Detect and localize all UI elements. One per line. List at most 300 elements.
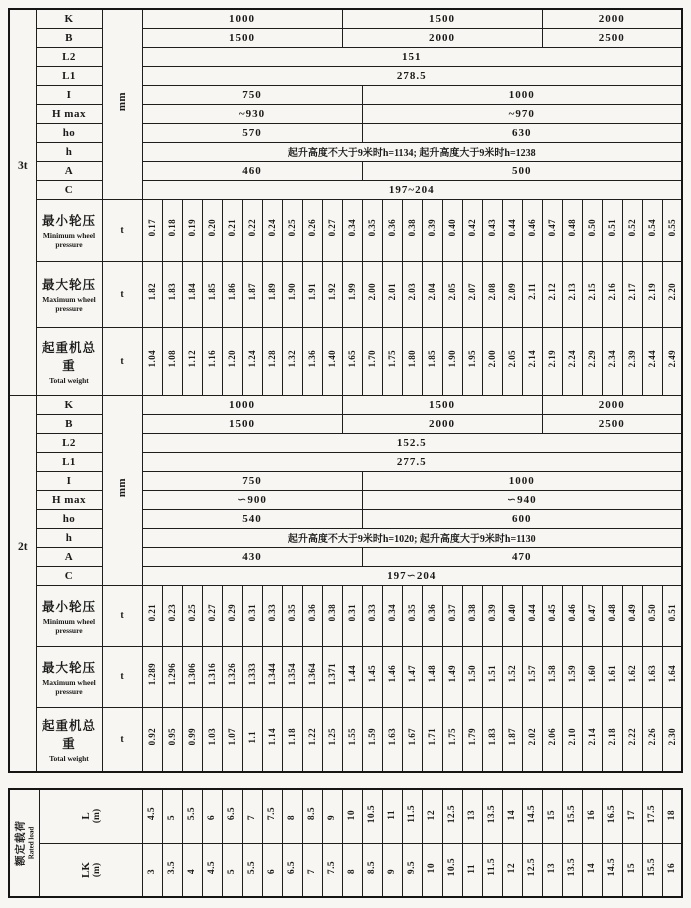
value-cell [182,585,202,646]
span-LK-value: 15 [627,863,637,874]
span-L-value: 18 [666,809,677,821]
value-cell [662,646,682,707]
value-cell [302,707,322,772]
max-wheel-pressure-value: 1.354 [287,662,297,686]
crane-total-weight-value: 1.16 [207,349,217,368]
span-unit: (m) [91,862,102,877]
value-cell [182,789,202,843]
value-cell [402,646,422,707]
value-cell [242,646,262,707]
min-wheel-pressure-value: 0.19 [187,218,197,237]
value-cell [602,327,622,395]
value-cell [622,707,642,772]
span-L-value: 15 [547,809,557,821]
span-L-value: 17 [627,809,637,821]
value-cell [342,789,362,843]
min-wheel-pressure-value: 0.39 [427,218,437,237]
value-cell [262,707,282,772]
max-wheel-pressure-value: 1.344 [267,662,277,686]
min-wheel-pressure-value: 0.36 [427,604,437,622]
max-wheel-pressure-value: 2.00 [367,282,377,301]
row-label-span-L [39,789,142,843]
value-cell [502,646,522,707]
span-L-value: 15.5 [567,804,577,823]
value-cell [602,707,622,772]
min-wheel-pressure-value: 0.45 [547,604,557,622]
value-cell [182,261,202,327]
min-wheel-pressure-value: 0.40 [447,218,457,237]
dim-value-2t: 2500 [542,414,682,433]
span-L-value: 12 [427,809,437,821]
value-cell [382,843,402,897]
value-cell [482,646,502,707]
crane-total-weight-value: 1.85 [427,349,437,368]
unit-t: t [102,646,142,707]
max-wheel-pressure-value: 1.92 [327,282,337,301]
value-cell [362,261,382,327]
span-L-value: 14 [507,809,517,821]
span-LK-value: 10.5 [447,858,457,877]
row-label-max-wheel-pressure-3t [36,261,102,327]
min-wheel-pressure-value: 0.34 [387,604,397,622]
min-wheel-pressure-value: 0.48 [607,604,617,622]
span-L-value: 5 [167,815,177,821]
dim-value-3t: 197~204 [142,180,682,199]
min-wheel-pressure-value: 0.38 [327,604,337,622]
min-wheel-pressure-value: 0.23 [167,604,177,622]
dim-value-3t: ~930 [142,104,362,123]
value-cell [482,843,502,897]
value-cell [362,789,382,843]
max-wheel-pressure-value: 1.48 [427,665,437,683]
value-cell [522,327,542,395]
value-cell [642,646,662,707]
dim-value-2t: 起升高度不大于9米时h=1020; 起升高度大于9米时h=1130 [142,528,682,547]
value-cell [362,585,382,646]
crane-total-weight-value: 1.67 [407,728,417,746]
value-cell [382,789,402,843]
value-cell [462,646,482,707]
min-wheel-pressure-value: 0.24 [267,218,277,237]
min-wheel-pressure-value: 0.54 [647,218,657,237]
min-wheel-pressure-value: 0.46 [527,218,537,237]
value-cell [582,646,602,707]
max-wheel-pressure-value: 2.08 [487,282,497,301]
span-L-value: 10 [347,809,357,821]
value-cell [222,585,242,646]
row-label-cn: 起重机总重 [41,340,96,373]
span-LK-value: 3.5 [167,860,177,874]
span-L-value: 16.5 [607,804,617,823]
max-wheel-pressure-value: 1.52 [507,665,517,683]
max-wheel-pressure-value: 2.04 [427,282,437,301]
span-L-value: 6 [207,815,217,821]
row-label-cn: 最小轮压 [41,214,96,228]
value-cell [222,646,242,707]
dim-value-2t: 540 [142,509,362,528]
max-wheel-pressure-value: 2.09 [507,282,517,301]
value-cell [542,707,562,772]
min-wheel-pressure-value: 0.40 [507,604,517,622]
span-L-value: 11.5 [407,804,417,823]
span-L-value: 11 [387,810,397,821]
min-wheel-pressure-value: 0.49 [627,604,637,622]
dim-label-2t: A [36,547,102,566]
min-wheel-pressure-value: 0.47 [547,218,557,237]
span-symbol: LK [79,861,92,878]
dim-label-3t: L1 [36,66,102,85]
crane-total-weight-value: 1.95 [467,349,477,368]
value-cell [202,261,222,327]
span-L-value: 10.5 [367,804,377,823]
value-cell [322,789,342,843]
value-cell [182,843,202,897]
dim-label-2t: h [36,528,102,547]
dim-value-2t: 277.5 [142,452,682,471]
max-wheel-pressure-value: 1.62 [627,665,637,683]
dim-value-3t: 2000 [542,9,682,28]
row-label-cn: 起重机总重 [41,718,96,751]
value-cell [622,646,642,707]
value-cell [582,327,602,395]
crane-total-weight-value: 2.34 [607,349,617,368]
value-cell [342,646,362,707]
min-wheel-pressure-value: 0.20 [207,218,217,237]
value-cell [642,327,662,395]
value-cell [282,843,302,897]
dim-value-2t: 197∽204 [142,566,682,585]
value-cell [182,707,202,772]
value-cell [422,789,442,843]
value-cell [322,707,342,772]
value-cell [322,199,342,261]
row-label-crane-total-weight-2t [36,707,102,772]
value-cell [422,327,442,395]
dim-label-3t: B [36,28,102,47]
min-wheel-pressure-value: 0.31 [347,604,357,622]
dim-value-2t: 2000 [542,395,682,414]
value-cell [302,199,322,261]
max-wheel-pressure-value: 2.19 [647,282,657,301]
max-wheel-pressure-value: 2.15 [587,282,597,301]
value-cell [542,199,562,261]
value-cell [502,261,522,327]
value-cell [142,327,162,395]
max-wheel-pressure-value: 2.16 [607,282,617,301]
value-cell [202,707,222,772]
value-cell [502,585,522,646]
crane-total-weight-value: 1.07 [227,728,237,746]
value-cell [162,646,182,707]
crane-total-weight-value: 1.59 [367,728,377,746]
crane-total-weight-value: 1.36 [307,349,317,368]
value-cell [302,646,322,707]
span-L-label [80,809,102,823]
value-cell [282,789,302,843]
value-cell [382,327,402,395]
unit-t: t [102,707,142,772]
max-wheel-pressure-value: 2.13 [567,282,577,301]
max-wheel-pressure-value: 1.99 [347,282,357,301]
value-cell [582,261,602,327]
dim-value-2t: 600 [362,509,682,528]
crane-total-weight-value: 2.26 [647,728,657,746]
min-wheel-pressure-value: 0.55 [666,218,677,237]
value-cell [182,646,202,707]
value-cell [482,707,502,772]
value-cell [242,789,262,843]
value-cell [662,585,682,646]
span-L-value: 9 [327,815,337,821]
unit-cell-mm-3t [102,9,142,199]
max-wheel-pressure-value: 1.60 [587,665,597,683]
max-wheel-pressure-value: 1.91 [307,282,317,301]
crane-total-weight-value: 1.75 [387,349,397,368]
value-cell [482,199,502,261]
max-wheel-pressure-value: 1.371 [327,662,337,686]
value-cell [622,261,642,327]
value-cell [502,327,522,395]
crane-total-weight-value: 1.22 [307,728,317,746]
max-wheel-pressure-value: 1.326 [227,662,237,686]
crane-total-weight-value: 2.49 [666,349,677,368]
value-cell [622,199,642,261]
value-cell [322,327,342,395]
crane-total-weight-value: 1.80 [407,349,417,368]
value-cell [342,199,362,261]
min-wheel-pressure-value: 0.33 [267,604,277,622]
value-cell [602,261,622,327]
max-wheel-pressure-value: 1.58 [547,665,557,683]
max-wheel-pressure-value: 1.46 [387,665,397,683]
span-L-value: 6.5 [227,807,237,821]
max-wheel-pressure-value: 1.49 [447,665,457,683]
value-cell [262,646,282,707]
min-wheel-pressure-value: 0.50 [647,604,657,622]
min-wheel-pressure-value: 0.43 [487,218,497,237]
dim-value-3t: 起升高度不大于9米时h=1134; 起升高度大于9米时h=1238 [142,142,682,161]
value-cell [242,707,262,772]
crane-total-weight-value: 1.79 [467,728,477,746]
span-LK-value: 7 [307,868,317,874]
value-cell [602,843,622,897]
value-cell [182,199,202,261]
value-cell [362,199,382,261]
crane-total-weight-value: 1.71 [427,728,437,746]
min-wheel-pressure-value: 0.46 [567,604,577,622]
value-cell [462,327,482,395]
span-LK-value: 14 [587,863,597,874]
value-cell [362,707,382,772]
max-wheel-pressure-value: 1.296 [167,662,177,686]
min-wheel-pressure-value: 0.18 [167,218,177,237]
value-cell [302,327,322,395]
row-label-en: Maximum wheel pressure [42,295,96,313]
span-L-value: 4.5 [147,807,157,821]
value-cell [142,789,162,843]
dim-value-3t: 570 [142,123,362,142]
min-wheel-pressure-value: 0.51 [666,604,677,622]
crane-total-weight-value: 1.32 [287,349,297,368]
span-L-value: 5.5 [187,807,197,821]
value-cell [642,789,662,843]
value-cell [342,585,362,646]
value-cell [202,585,222,646]
row-label-en: Total weight [49,375,89,385]
dim-label-3t: K [36,9,102,28]
dim-value-3t: 151 [142,47,682,66]
value-cell [222,707,242,772]
value-cell [562,843,582,897]
unit-mm: mm [116,92,128,112]
dim-label-2t: K [36,395,102,414]
min-wheel-pressure-value: 0.51 [607,218,617,237]
dim-value-2t: 1500 [142,414,342,433]
span-LK-value: 10 [427,863,437,874]
max-wheel-pressure-value: 1.82 [147,282,157,301]
value-cell [462,707,482,772]
min-wheel-pressure-value: 0.17 [147,218,157,237]
max-wheel-pressure-value: 1.59 [567,665,577,683]
min-wheel-pressure-value: 0.36 [387,218,397,237]
value-cell [522,199,542,261]
value-cell [542,261,562,327]
span-LK-value: 4.5 [207,860,217,874]
value-cell [482,261,502,327]
dim-label-3t: H max [36,104,102,123]
row-label-max-wheel-pressure-2t [36,646,102,707]
min-wheel-pressure-value: 0.27 [207,604,217,622]
crane-total-weight-value: 1.70 [367,349,377,368]
crane-total-weight-value: 1.25 [327,728,337,746]
row-label-en: Minimum wheel pressure [42,231,96,249]
max-wheel-pressure-value: 2.07 [467,282,477,301]
rated-load-table [8,788,683,898]
value-cell [502,843,522,897]
max-wheel-pressure-value: 1.44 [347,665,357,683]
dim-value-2t: 1500 [342,395,542,414]
value-cell [602,789,622,843]
max-wheel-pressure-value: 1.316 [207,662,217,686]
value-cell [542,646,562,707]
min-wheel-pressure-value: 0.33 [367,604,377,622]
row-label-min-wheel-pressure-3t [36,199,102,261]
value-cell [662,261,682,327]
value-cell [462,585,482,646]
crane-total-weight-value: 2.14 [527,349,537,368]
value-cell [342,261,362,327]
value-cell [162,789,182,843]
value-cell [582,843,602,897]
value-cell [482,585,502,646]
value-cell [642,843,662,897]
span-LK-value: 9.5 [407,860,417,874]
value-cell [142,646,162,707]
dim-value-3t: 278.5 [142,66,682,85]
span-L-value: 13 [467,809,477,821]
span-symbol: L [79,812,92,820]
dim-label-3t: C [36,180,102,199]
dim-label-3t: h [36,142,102,161]
spec-table [8,8,683,773]
value-cell [582,707,602,772]
value-cell [142,585,162,646]
dim-value-3t: 1500 [342,9,542,28]
span-L-value: 8.5 [307,807,317,821]
max-wheel-pressure-value: 2.12 [547,282,557,301]
crane-total-weight-value: 1.75 [447,728,457,746]
max-wheel-pressure-value: 1.57 [527,665,537,683]
value-cell [382,585,402,646]
span-L-value: 14.5 [527,804,537,823]
value-cell [222,789,242,843]
value-cell [202,843,222,897]
crane-total-weight-value: 2.06 [547,728,557,746]
value-cell [342,327,362,395]
span-LK-value: 8 [347,868,357,874]
dim-value-2t: 2000 [342,414,542,433]
dim-value-2t: 470 [362,547,682,566]
min-wheel-pressure-value: 0.37 [447,604,457,622]
min-wheel-pressure-value: 0.35 [287,604,297,622]
value-cell [422,585,442,646]
value-cell [322,843,342,897]
value-cell [202,646,222,707]
max-wheel-pressure-value: 1.61 [607,665,617,683]
min-wheel-pressure-value: 0.34 [347,218,357,237]
dim-value-2t: 152.5 [142,433,682,452]
span-L-value: 7 [247,815,257,821]
value-cell [302,261,322,327]
dim-label-2t: L2 [36,433,102,452]
min-wheel-pressure-value: 0.35 [407,604,417,622]
value-cell [622,327,642,395]
value-cell [442,327,462,395]
span-L-value: 12.5 [447,804,457,823]
value-cell [602,585,622,646]
row-label-span-LK [39,843,142,897]
value-cell [422,261,442,327]
crane-total-weight-value: 1.14 [267,728,277,746]
span-LK-value: 4 [187,868,197,874]
max-wheel-pressure-value: 1.333 [247,662,257,686]
crane-total-weight-value: 0.99 [187,728,197,746]
value-cell [142,199,162,261]
value-cell [442,585,462,646]
max-wheel-pressure-value: 1.89 [267,282,277,301]
value-cell [162,199,182,261]
span-LK-value: 12.5 [527,858,537,877]
max-wheel-pressure-value: 1.86 [227,282,237,301]
dim-value-3t: 1500 [142,28,342,47]
unit-t: t [102,327,142,395]
dim-label-3t: I [36,85,102,104]
crane-total-weight-value: 2.18 [607,728,617,746]
value-cell [562,261,582,327]
value-cell [582,585,602,646]
span-LK-value: 6.5 [287,860,297,874]
crane-total-weight-value: 2.02 [527,728,537,746]
crane-total-weight-value: 0.92 [147,728,157,746]
crane-total-weight-value: 1.08 [167,349,177,368]
value-cell [402,327,422,395]
value-cell [242,843,262,897]
dim-value-3t: 1000 [142,9,342,28]
value-cell [442,199,462,261]
crane-total-weight-value: 2.30 [666,728,677,746]
unit-cell-mm-2t [102,395,142,585]
span-LK-value: 13 [547,863,557,874]
